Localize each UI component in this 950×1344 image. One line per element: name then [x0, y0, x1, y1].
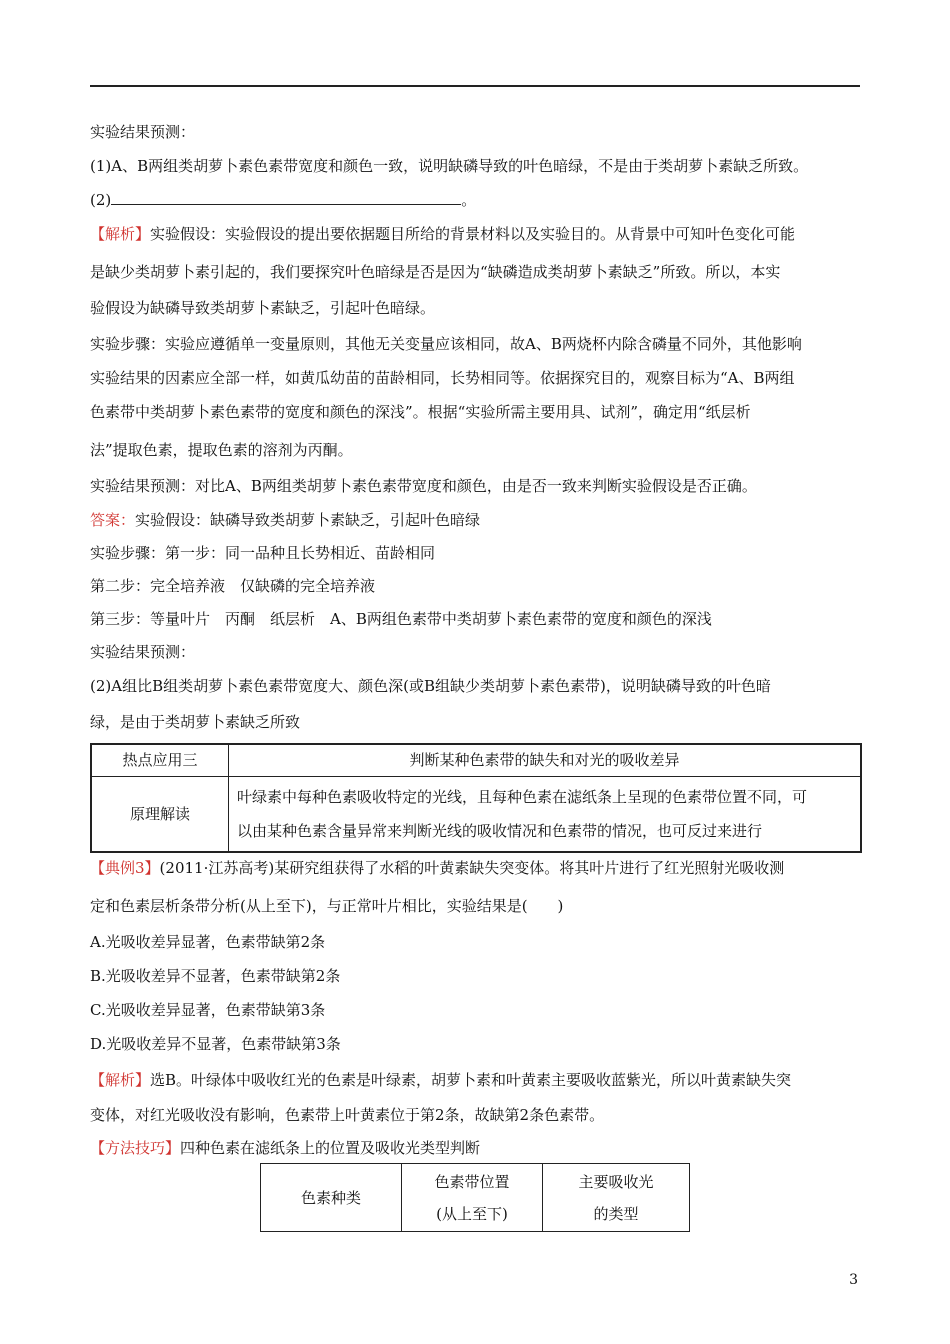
- table-header-line: (从上至下): [436, 1204, 508, 1223]
- method-tag: 【方法技巧】: [90, 1139, 181, 1157]
- text-line: 定和色素层析条带分析(从上至下)，与正常叶片相比，实验结果是( ): [90, 897, 564, 915]
- answer-text: 实验假设：缺磷导致类胡萝卜素缺乏，引起叶色暗绿: [135, 511, 481, 529]
- table-header: [402, 1164, 543, 1232]
- answer-tag: 答案：: [90, 511, 136, 529]
- table-cell: 热点应用三: [91, 744, 229, 776]
- table-header-line: 色素带位置: [434, 1172, 510, 1191]
- text-line: [90, 190, 870, 210]
- option-a: A.光吸收差异显著，色素带缺第2条: [90, 933, 326, 951]
- text-line: [90, 858, 870, 878]
- text-line: 实验步骤：实验应遵循单一变量原则，其他无关变量应该相同，故A、B两烧杯内除含磷量不同外，其他影响: [90, 335, 802, 353]
- text-line: 绿，是由于类胡萝卜素缺乏所致: [90, 713, 301, 731]
- option-d: D.光吸收差异不显著，色素带缺第3条: [90, 1035, 341, 1053]
- text-line: [90, 510, 870, 530]
- hotspot-table: [90, 743, 862, 853]
- text-line: 实验步骤：第一步：同一品种且长势相近、苗龄相同: [90, 544, 436, 562]
- table-cell-line: 以由某种色素含量异常来判断光线的吸收情况和色素带的情况，也可反过来进行: [237, 821, 763, 840]
- table-cell: 判断某种色素带的缺失和对光的吸收差异: [229, 744, 862, 776]
- table-cell: [229, 776, 862, 852]
- text-line: 实验结果预测：: [90, 123, 196, 141]
- option-c: C.光吸收差异显著，色素带缺第3条: [90, 1001, 326, 1019]
- text-line: 变体，对红光吸收没有影响，色素带上叶黄素位于第2条，故缺第2条色素带。: [90, 1106, 605, 1124]
- answer-blank: [111, 190, 461, 205]
- item-number: (2): [90, 191, 112, 209]
- text-line: 第二步：完全培养液 仅缺磷的完全培养液: [90, 577, 376, 595]
- header-rule: [90, 85, 860, 87]
- table-cell-line: 叶绿素中每种色素吸收特定的光线，且每种色素在滤纸条上呈现的色素带位置不同，可: [237, 787, 808, 806]
- question-text: (2011·江苏高考)某研究组获得了水稻的叶黄素缺失突变体。将其叶片进行了红光照射光吸收测: [159, 859, 785, 877]
- text-line: (2)A组比B组类胡萝卜素色素带宽度大、颜色深(或B组缺少类胡萝卜素色素带)，说明缺磷导致的叶色暗: [90, 677, 771, 695]
- text-line: 是缺少类胡萝卜素引起的，我们要探究叶色暗绿是否是因为“缺磷造成类胡萝卜素缺乏”所致。所以，本实: [90, 263, 781, 281]
- text-line: 第三步：等量叶片 丙酮 纸层析 A、B两组色素带中类胡萝卜素色素带的宽度和颜色的深浅: [90, 610, 712, 628]
- text-line: [90, 1070, 870, 1090]
- table-header-line: 的类型: [593, 1204, 639, 1223]
- option-b: B.光吸收差异不显著，色素带缺第2条: [90, 967, 341, 985]
- pigment-table: [260, 1163, 690, 1232]
- table-header-line: 主要吸收光: [578, 1172, 654, 1191]
- text-line: 法”提取色素，提取色素的溶剂为丙酮。: [90, 441, 353, 459]
- period: 。: [461, 191, 477, 209]
- text-line: [90, 1138, 870, 1158]
- text-line: (1)A、B两组类胡萝卜素色素带宽度和颜色一致，说明缺磷导致的叶色暗绿，不是由于类胡萝卜素缺乏所致。: [90, 157, 809, 175]
- table-header: 色素种类: [261, 1164, 402, 1232]
- text-line: [90, 224, 870, 244]
- example-tag: 【典例3】: [90, 859, 160, 877]
- analysis-text: 选B。叶绿体中吸收红光的色素是叶绿素，胡萝卜素和叶黄素主要吸收蓝紫光，所以叶黄素缺失突: [150, 1071, 792, 1089]
- text-line: 色素带中类胡萝卜素色素带的宽度和颜色的深浅”。根据“实验所需主要用具、试剂”，确定用“纸层析: [90, 403, 751, 421]
- text-line: 实验结果预测：: [90, 643, 196, 661]
- text-line: 实验结果的因素应全部一样，如黄瓜幼苗的苗龄相同，长势相同等。依据探究目的，观察目标为“A、B两组: [90, 369, 795, 387]
- text-line: 实验结果预测：对比A、B两组类胡萝卜素色素带宽度和颜色，由是否一致来判断实验假设是否正确。: [90, 477, 757, 495]
- analysis-tag: 【解析】: [90, 1071, 151, 1089]
- method-text: 四种色素在滤纸条上的位置及吸收光类型判断: [180, 1139, 481, 1157]
- table-cell: 原理解读: [91, 776, 229, 852]
- analysis-tag: 【解析】: [90, 225, 151, 243]
- table-header: [543, 1164, 690, 1232]
- text-line: 验假设为缺磷导致类胡萝卜素缺乏，引起叶色暗绿。: [90, 299, 436, 317]
- page-number: 3: [849, 1272, 858, 1288]
- analysis-text: 实验假设：实验假设的提出要依据题目所给的背景材料以及实验目的。从背景中可知叶色变化可能: [150, 225, 796, 243]
